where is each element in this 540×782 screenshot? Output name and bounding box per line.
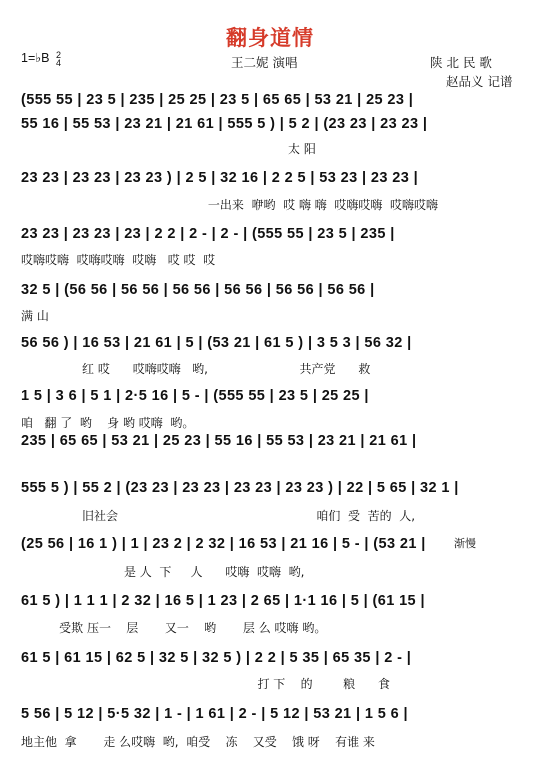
lyric-row-13: 地主他 拿 走 么哎嗨 哟, 咱受 冻 又受 饿 呀 有谁 来 — [21, 735, 375, 749]
lyric-row-3: 一出来 咿哟 哎 嗨 嗨 哎嗨哎嗨 哎嗨哎嗨 — [21, 198, 439, 212]
time-signature-numerator: 2 — [55, 49, 61, 60]
lyric-row-5: 满 山 — [21, 309, 49, 323]
lyric-row-9: 旧社会 咱们 受 苦的 人, — [21, 509, 416, 523]
lyric-row-10: 是 人 下 人 哎嗨 哎嗨 哟, — [21, 565, 305, 579]
key-signature-text: 1=♭B — [21, 51, 50, 65]
time-signature — [56, 51, 61, 67]
lyric-row-7: 咱 翻 了 哟 身 哟 哎嗨 哟。 — [21, 416, 195, 430]
notation-row-9: 555 5 ) | 55 2 | (23 23 | 23 23 | 23 23 | 23 23 ) | 22 | 5 65 | 32 1 | — [21, 480, 459, 496]
lyric-row-6: 红 哎 哎嗨哎嗨 哟, 共产党 救 — [21, 362, 371, 376]
notation-row-5: 32 5 | (56 56 | 56 56 | 56 56 | 56 56 | 56 56 | 56 56 | — [21, 282, 375, 298]
lyric-row-2: 太 阳 — [21, 142, 316, 156]
lyric-row-11: 受欺 压一 层 又一 哟 层 么 哎嗨 哟。 — [21, 621, 327, 635]
key-signature — [21, 50, 61, 67]
notation-row-2: 55 16 | 55 53 | 23 21 | 21 61 | 555 5 ) | 5 2 | (23 23 | 23 23 | — [21, 116, 428, 132]
time-signature-denominator: 4 — [55, 57, 61, 68]
notation-row-8: 235 | 65 65 | 53 21 | 25 23 | 55 16 | 55 53 | 23 21 | 21 61 | — [21, 433, 417, 449]
lyric-row-4: 哎嗨哎嗨 哎嗨哎嗨 哎嗨 哎 哎 哎 — [21, 253, 216, 267]
genre-credit: 陕 北 民 歌 — [430, 55, 492, 70]
notation-row-12: 61 5 | 61 15 | 62 5 | 32 5 | 32 5 ) | 2 2 | 5 35 | 65 35 | 2 - | — [21, 650, 412, 666]
performer-credit: 王二妮 演唱 — [231, 55, 298, 70]
notation-row-1: (555 55 | 23 5 | 235 | 25 25 | 23 5 | 65 65 | 53 21 | 25 23 | — [21, 92, 414, 108]
notation-row-7: 1 5 | 3 6 | 5 1 | 2·5 16 | 5 - | (555 55 | 23 5 | 25 25 | — [21, 388, 369, 404]
notation-row-13: 5 56 | 5 12 | 5·5 32 | 1 - | 1 61 | 2 - | 5 12 | 53 21 | 1 5 6 | — [21, 706, 408, 722]
tempo-marking: 渐慢 — [454, 537, 476, 550]
notation-row-6: 56 56 ) | 16 53 | 21 61 | 5 | (53 21 | 61 5 ) | 3 5 3 | 56 32 | — [21, 335, 412, 351]
lyric-row-12: 打 下 的 粮 食 — [21, 677, 390, 691]
notation-row-10: (25 56 | 16 1 ) | 1 | 23 2 | 2 32 | 16 53 | 21 16 | 5 - | (53 21 | — [21, 536, 426, 552]
notation-row-11: 61 5 ) | 1 1 1 | 2 32 | 16 5 | 1 23 | 2 65 | 1·1 16 | 5 | (61 15 | — [21, 593, 425, 609]
notation-row-4: 23 23 | 23 23 | 23 | 2 2 | 2 - | 2 - | (555 55 | 23 5 | 235 | — [21, 226, 395, 242]
song-title: 翻身道情 — [226, 26, 314, 50]
notation-row-3: 23 23 | 23 23 | 23 23 ) | 2 5 | 32 16 | 2 2 5 | 53 23 | 23 23 | — [21, 170, 419, 186]
transcriber-credit: 赵品义 记谱 — [446, 74, 513, 89]
